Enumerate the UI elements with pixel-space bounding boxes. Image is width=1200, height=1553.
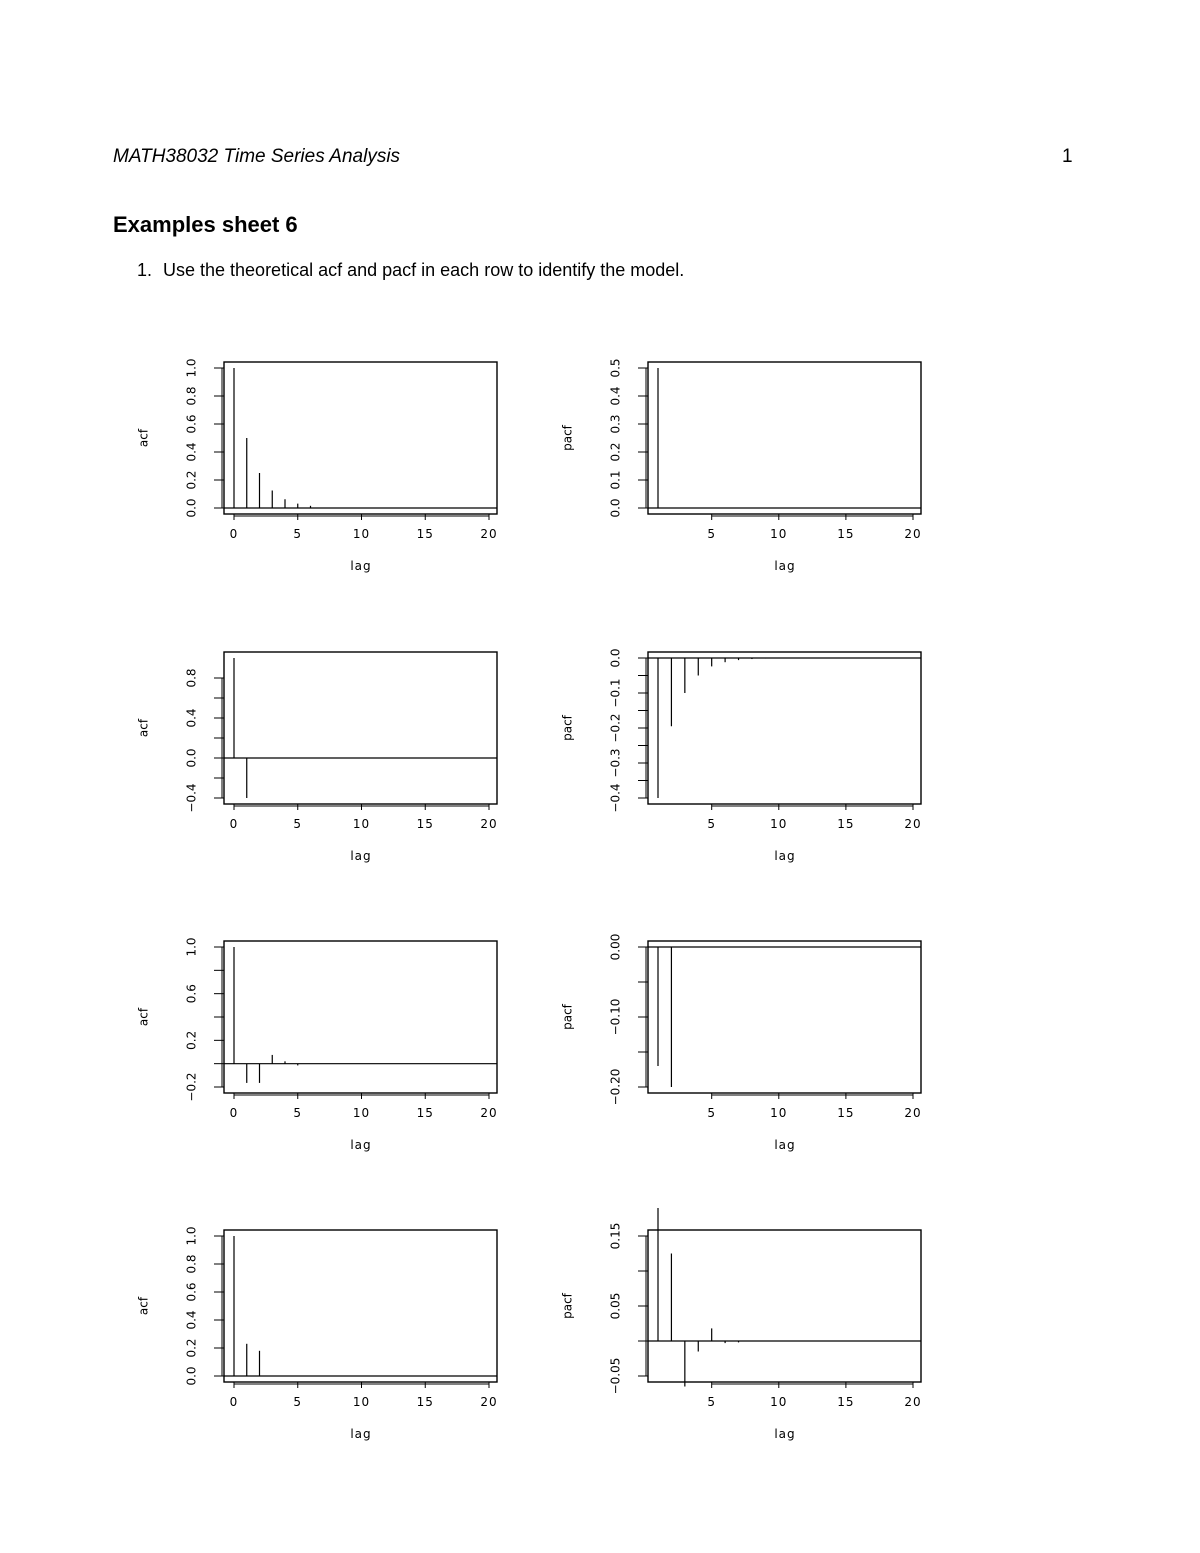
y-tick-label: 0.4: [184, 708, 199, 728]
y-tick-label: −0.05: [608, 1357, 623, 1395]
x-tick-label: 20: [904, 1106, 922, 1120]
plot-frame: [648, 1230, 921, 1382]
plot-frame: [648, 941, 921, 1093]
x-tick-label: 5: [707, 1106, 717, 1120]
y-axis-title: pacf: [560, 1004, 575, 1030]
y-tick-label: 1.0: [184, 358, 199, 378]
x-tick-label: 20: [904, 817, 922, 831]
page-number: 1: [1062, 146, 1073, 167]
y-tick-label: −0.20: [608, 1068, 623, 1106]
x-tick-label: 15: [416, 817, 434, 831]
y-tick-label: 0.8: [184, 668, 199, 688]
x-tick-label: 5: [293, 1395, 303, 1409]
x-tick-label: 10: [770, 1106, 788, 1120]
x-tick-label: 5: [293, 1106, 303, 1120]
y-tick-label: 1.0: [184, 937, 199, 957]
x-tick-label: 15: [837, 527, 855, 541]
y-tick-label: 0.6: [184, 414, 199, 434]
y-tick-label: 0.05: [608, 1292, 623, 1320]
y-tick-label: 0.8: [184, 1254, 199, 1274]
y-tick-label: 0.3: [608, 414, 623, 434]
sheet-title: Examples sheet 6: [113, 212, 298, 237]
x-tick-label: 10: [352, 1395, 371, 1409]
chart-r2-acf: [137, 652, 498, 863]
x-axis-title: lag: [350, 1427, 372, 1441]
x-tick-label: 10: [352, 527, 371, 541]
x-tick-label: 10: [770, 527, 788, 541]
plot-frame: [224, 1230, 497, 1382]
x-tick-label: 10: [352, 1106, 371, 1120]
x-tick-label: 5: [293, 527, 303, 541]
x-tick-label: 10: [352, 817, 371, 831]
x-axis-title: lag: [774, 1138, 796, 1152]
y-axis-title: pacf: [560, 1293, 575, 1319]
y-tick-label: 0.15: [608, 1222, 623, 1250]
x-tick-label: 5: [707, 817, 717, 831]
y-tick-label: 0.0: [184, 1366, 199, 1386]
chart-r4-pacf: [561, 1208, 922, 1441]
chart-r4-acf: [137, 1226, 498, 1441]
x-axis-title: lag: [774, 849, 796, 863]
x-tick-label: 0: [229, 1395, 239, 1409]
y-axis-title: acf: [136, 428, 151, 448]
chart-r3-acf: [137, 937, 498, 1152]
x-tick-label: 15: [837, 817, 855, 831]
x-tick-label: 15: [416, 527, 434, 541]
question-text: Use the theoretical acf and pacf in each row to identify the model.: [163, 260, 685, 280]
x-tick-label: 0: [229, 1106, 239, 1120]
y-axis-title: acf: [136, 1007, 151, 1027]
x-axis-title: lag: [350, 1138, 372, 1152]
plot-frame: [224, 941, 497, 1093]
question-number: 1.: [137, 260, 153, 280]
y-tick-label: 0.0: [608, 648, 623, 668]
y-tick-label: 0.8: [184, 386, 199, 406]
x-tick-label: 5: [293, 817, 303, 831]
x-tick-label: 20: [480, 1106, 498, 1120]
x-tick-label: 20: [480, 817, 498, 831]
x-tick-label: 15: [416, 1395, 434, 1409]
x-tick-label: 20: [904, 527, 922, 541]
y-tick-label: 0.00: [608, 933, 623, 961]
x-axis-title: lag: [774, 1427, 796, 1441]
y-axis-title: acf: [136, 1296, 151, 1316]
plot-frame: [224, 652, 497, 804]
y-tick-label: 0.5: [608, 358, 623, 378]
y-axis-title: acf: [136, 718, 151, 738]
y-tick-label: 0.0: [184, 498, 199, 518]
plot-frame: [224, 362, 497, 514]
y-tick-label: 0.0: [184, 748, 199, 768]
y-tick-label: −0.3: [608, 748, 623, 778]
y-tick-label: −0.4: [184, 783, 199, 813]
x-axis-title: lag: [774, 559, 796, 573]
x-tick-label: 10: [770, 817, 788, 831]
y-axis-title: pacf: [560, 425, 575, 451]
x-tick-label: 20: [904, 1395, 922, 1409]
x-tick-label: 5: [707, 527, 717, 541]
y-tick-label: 1.0: [184, 1226, 199, 1246]
y-tick-label: 0.2: [608, 442, 623, 462]
y-tick-label: −0.2: [608, 713, 623, 743]
y-tick-label: 0.2: [184, 1030, 199, 1050]
y-tick-label: 0.2: [184, 470, 199, 490]
x-tick-label: 20: [480, 527, 498, 541]
chart-r2-pacf: [561, 648, 922, 863]
y-tick-label: 0.6: [184, 984, 199, 1004]
y-tick-label: 0.1: [608, 470, 623, 490]
y-tick-label: 0.4: [184, 442, 199, 462]
x-tick-label: 10: [770, 1395, 788, 1409]
x-axis-title: lag: [350, 559, 372, 573]
course-header: MATH38032 Time Series Analysis: [113, 146, 401, 167]
y-axis-title: pacf: [560, 715, 575, 741]
y-tick-label: 0.2: [184, 1338, 199, 1358]
chart-r3-pacf: [561, 934, 922, 1152]
x-tick-label: 5: [707, 1395, 717, 1409]
x-axis-title: lag: [350, 849, 372, 863]
y-tick-label: −0.2: [184, 1072, 199, 1102]
x-tick-label: 20: [480, 1395, 498, 1409]
x-tick-label: 0: [229, 817, 239, 831]
plot-frame: [648, 362, 921, 514]
y-tick-label: 0.6: [184, 1282, 199, 1302]
x-tick-label: 15: [837, 1395, 855, 1409]
x-tick-label: 15: [837, 1106, 855, 1120]
x-tick-label: 0: [229, 527, 239, 541]
chart-r1-acf: [137, 358, 498, 573]
y-tick-label: −0.4: [608, 783, 623, 813]
y-tick-label: −0.1: [608, 678, 623, 708]
y-tick-label: −0.10: [608, 998, 623, 1036]
x-tick-label: 15: [416, 1106, 434, 1120]
chart-r1-pacf: [561, 358, 922, 573]
y-tick-label: 0.0: [608, 498, 623, 518]
y-tick-label: 0.4: [608, 386, 623, 406]
y-tick-label: 0.4: [184, 1310, 199, 1330]
plot-frame: [648, 652, 921, 804]
